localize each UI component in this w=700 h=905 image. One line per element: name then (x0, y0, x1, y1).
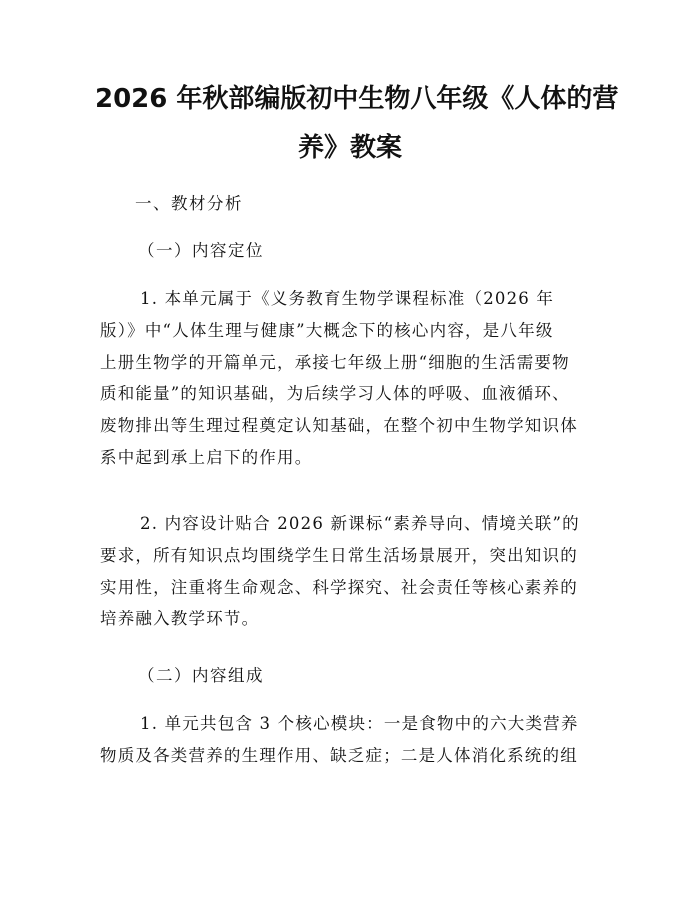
paragraph-content-composition-1 (100, 708, 605, 772)
subsection-heading-content-positioning: （一）内容定位 (138, 241, 264, 260)
paragraph-line: 1. 单元共包含 3 个核心模块：一是食物中的六大类营养 (140, 714, 579, 733)
subsection-heading-content-composition: （二）内容组成 (138, 666, 264, 685)
document-title-line-1: 2026 年秋部编版初中生物八年级《人体的营 (95, 84, 619, 114)
paragraph-line: 实用性，注重将生命观念、科学探究、社会责任等核心素养的 (100, 577, 578, 597)
paragraph-line: 培养融入教学环节。 (100, 609, 260, 629)
paragraph-line: 版）》中“人体生理与健康”大概念下的核心内容，是八年级 (100, 320, 554, 340)
paragraph-line: 废物排出等生理过程奠定认知基础，在整个初中生物学知识体 (100, 416, 578, 436)
paragraph-content-positioning-2 (100, 508, 605, 635)
document-title-line-2: 养》教案 (297, 133, 402, 163)
paragraph-content-positioning-1 (100, 283, 605, 474)
paragraph-line: 1. 本单元属于《义务教育生物学课程标准（2026 年 (140, 289, 555, 308)
paragraph-line: 物质及各类营养的生理作用、缺乏症；二是人体消化系统的组 (100, 745, 578, 765)
paragraph-line: 2. 内容设计贴合 2026 新课标“素养导向、情境关联”的 (140, 514, 580, 533)
paragraph-line: 上册生物学的开篇单元，承接七年级上册“细胞的生活需要物 (100, 352, 570, 372)
paragraph-line: 要求，所有知识点均围绕学生日常生活场景展开，突出知识的 (100, 545, 578, 565)
section-heading-textbook-analysis: 一、教材分析 (135, 194, 243, 213)
paragraph-line: 质和能量”的知识基础，为后续学习人体的呼吸、血液循环、 (100, 384, 570, 404)
paragraph-line: 系中起到承上启下的作用。 (100, 447, 313, 467)
